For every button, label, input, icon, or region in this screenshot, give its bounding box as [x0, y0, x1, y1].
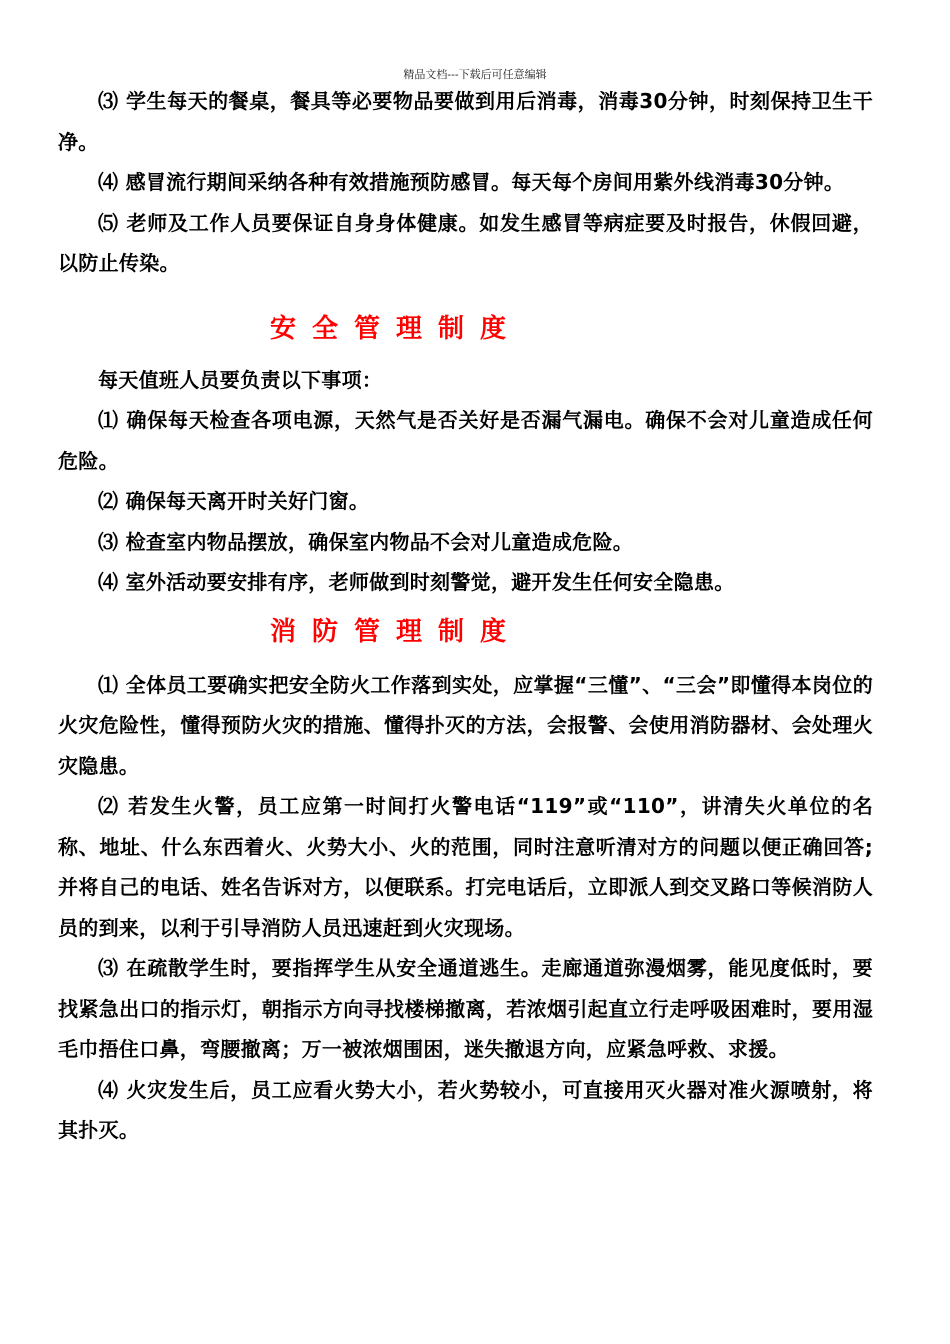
safety-item-1: ⑴ 确保每天检查各项电源，天然气是否关好是否漏气漏电。确保不会对儿童造成任何危险。	[58, 408, 873, 473]
document-watermark: 精品文档---下载后可任意编辑	[403, 68, 547, 81]
hygiene-item-5: ⑸ 老师及工作人员要保证自身身体健康。如发生感冒等病症要及时报告，休假回避，以防止传染。	[58, 210, 873, 275]
fire-section-title: 消防管理制度	[270, 616, 523, 647]
hygiene-item-4: ⑷ 感冒流行期间采纳各种有效措施预防感冒。每天每个房间用紫外线消毒30分钟。	[98, 170, 845, 194]
fire-item-2: ⑵ 若发生火警，员工应第一时间打火警电话“119”或“110”，讲清失火单位的名称、地址、什么东西着火、火势大小、火的范围，同时注意听清对方的问题以便正确回答;并将自己的电话、姓名告诉对方，以便联系。打完电话后，立即派人到交叉路口等候消防人员的到来，以利于引导消防人员迅速赶到火灾现场。	[58, 794, 873, 940]
fire-item-4: ⑷ 火灾发生后，员工应看火势大小，若火势较小，可直接用灭火器对准火源喷射，将其扑灭。	[58, 1077, 873, 1142]
safety-item-3: ⑶ 检查室内物品摆放，确保室内物品不会对儿童造成危险。	[98, 529, 634, 554]
safety-intro: 每天值班人员要负责以下事项：	[98, 367, 383, 392]
safety-section-title: 安全管理制度	[270, 313, 523, 344]
safety-item-2: ⑵ 确保每天离开时关好门窗。	[98, 489, 370, 513]
safety-item-4: ⑷ 室外活动要安排有序，老师做到时刻警觉，避开发生任何安全隐患。	[98, 570, 735, 594]
fire-item-3: ⑶ 在疏散学生时，要指挥学生从安全通道逃生。走廊通道弥漫烟雾，能见度低时，要找紧急出口的指示灯，朝指示方向寻找楼梯撤离，若浓烟引起直立行走呼吸困难时，要用湿毛巾捂住口鼻，弯腰撤离；万一被浓烟围困，迷失撤退方向，应紧急呼救、求援。	[58, 956, 873, 1061]
fire-item-1: ⑴ 全体员工要确实把安全防火工作落到实处，应掌握“三懂”、“三会”即懂得本岗位的火灾危险性，懂得预防火灾的措施、懂得扑灭的方法，会报警、会使用消防器材、会处理火灾隐患。	[58, 672, 873, 778]
document-body	[58, 81, 873, 1151]
hygiene-item-3: ⑶ 学生每天的餐桌，餐具等必要物品要做到用后消毒，消毒30分钟，时刻保持卫生干净。	[58, 89, 873, 154]
